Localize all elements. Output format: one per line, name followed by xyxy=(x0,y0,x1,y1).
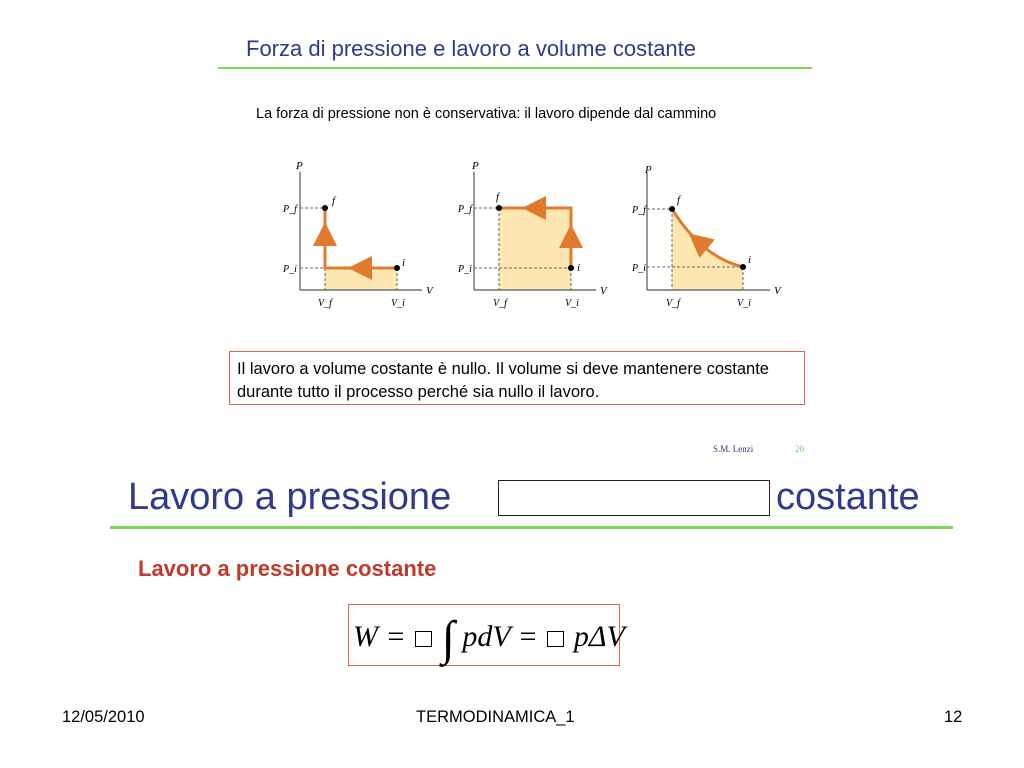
pv-diagram-3 xyxy=(620,163,790,318)
label-f: f xyxy=(332,195,336,207)
initial-point xyxy=(568,265,574,271)
axis-v-label: V xyxy=(774,285,781,297)
work-area xyxy=(499,208,571,290)
label-f: f xyxy=(677,194,681,206)
placeholder-glyph xyxy=(415,631,432,647)
title-underline xyxy=(110,526,953,529)
tick-vf: V_f xyxy=(318,298,332,309)
slide2-title-right: costante xyxy=(776,476,920,518)
axis-p-label: P xyxy=(645,164,652,176)
formula-lhs: W = xyxy=(353,620,406,653)
work-formula xyxy=(353,611,625,666)
pv-diagram-1 xyxy=(276,158,446,318)
tick-vf: V_f xyxy=(493,298,507,309)
tick-vi: V_i xyxy=(737,298,751,309)
slide-title: Forza di pressione e lavoro a volume costante xyxy=(246,36,697,61)
tick-pi: P_i xyxy=(458,264,472,275)
formula-rhs: pΔV xyxy=(573,620,625,653)
placeholder-glyph xyxy=(547,631,564,647)
tick-pi: P_i xyxy=(632,263,646,274)
note-box: Il lavoro a volume costante è nullo. Il volume si deve mantenere costante durante tutto il processo perché sia nullo il lavoro. xyxy=(229,351,805,405)
tick-pf: P_f xyxy=(632,205,646,216)
author-credit: S.M. Lenzi xyxy=(713,444,754,454)
pv-diagram-2 xyxy=(448,158,618,318)
axis-p-label: P xyxy=(296,160,303,172)
footer-title: TERMODINAMICA_1 xyxy=(416,708,575,726)
tick-vf: V_f xyxy=(666,298,680,309)
formula-integrand: pdV = xyxy=(462,620,538,653)
label-f: f xyxy=(496,191,500,203)
label-i: i xyxy=(402,257,406,269)
tick-pf: P_f xyxy=(283,204,297,215)
initial-point xyxy=(394,265,400,271)
axis-v-label: V xyxy=(426,285,433,297)
slide2-title-left: Lavoro a pressione xyxy=(128,476,452,518)
redaction-box xyxy=(498,480,770,516)
subheading: Lavoro a pressione costante xyxy=(138,556,437,581)
axis-v-label: V xyxy=(600,285,607,297)
final-point xyxy=(669,206,675,212)
tick-pi: P_i xyxy=(283,264,297,275)
integral-sign: ∫ xyxy=(441,612,455,665)
title-underline xyxy=(218,67,812,69)
axis-p-label: P xyxy=(472,160,479,172)
final-point xyxy=(496,205,502,211)
work-area xyxy=(325,268,397,290)
footer-date: 12/05/2010 xyxy=(62,708,145,726)
tick-vi: V_i xyxy=(391,298,405,309)
label-i: i xyxy=(577,262,581,274)
slide-subtitle: La forza di pressione non è conservativa: il lavoro dipende dal cammino xyxy=(256,106,717,122)
footer-page-number: 12 xyxy=(944,708,963,726)
inner-slide-number: 20 xyxy=(795,444,804,454)
process-path xyxy=(325,208,397,268)
tick-vi: V_i xyxy=(565,298,579,309)
initial-point xyxy=(740,264,746,270)
tick-pf: P_f xyxy=(458,204,472,215)
final-point xyxy=(322,205,328,211)
label-i: i xyxy=(748,254,752,266)
